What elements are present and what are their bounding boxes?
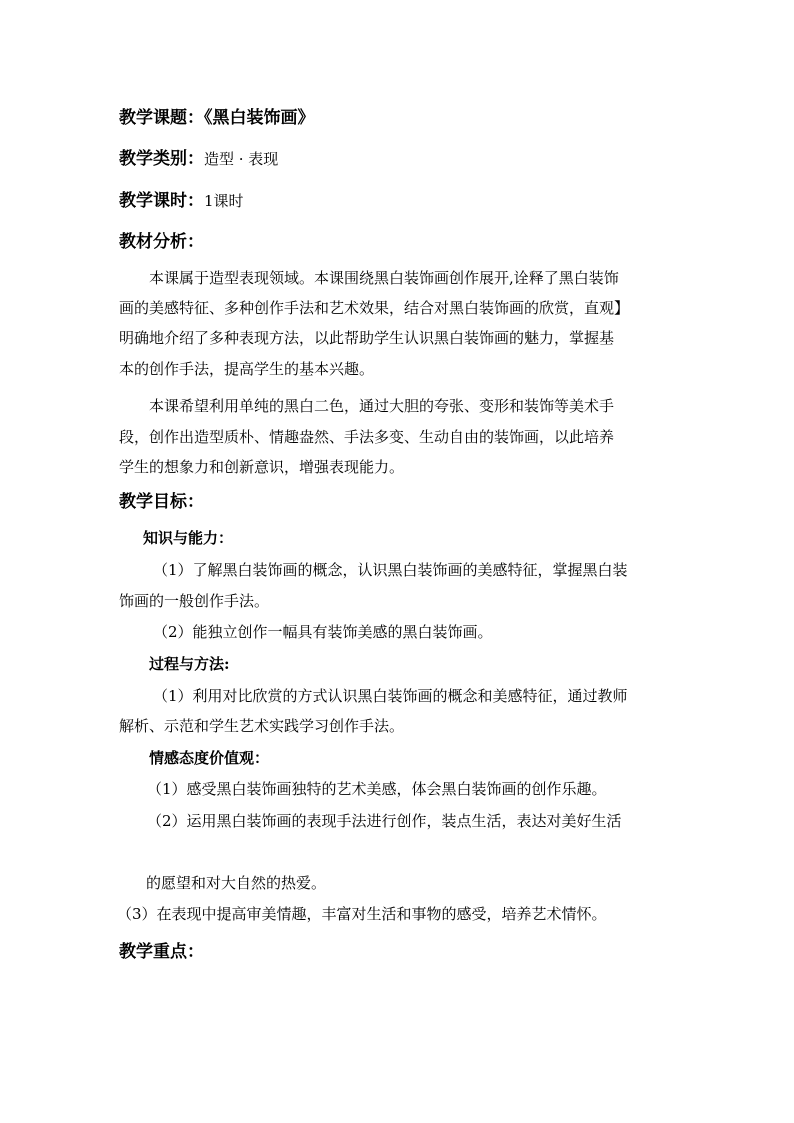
analysis-p1-line2: 画的美感特征、多种创作手法和艺术效果，结合对黑白装饰画的欣赏，直观】 [119, 299, 630, 317]
emotion-title: 情感态度价值观： [149, 749, 270, 767]
emotion-item1: （1）感受黑白装饰画独特的艺术美感，体会黑白装饰画的创作乐趣。 [147, 780, 607, 798]
emotion-item3: （3）在表现中提高审美情趣，丰富对生活和事物的感受，培养艺术情怀。 [117, 905, 607, 923]
emotion-item2: （2）运用黑白装饰画的表现手法进行创作，装点生活，表达对美好生活 [147, 812, 622, 830]
emotion-item2-cont: 的愿望和对大自然的热爱。 [146, 874, 327, 892]
analysis-p1-line3: 明确地介绍了多种表现方法，以此帮助学生认识黑白装饰画的魅力，掌握基 [119, 329, 615, 347]
category-value: 造型 · 表现 [204, 150, 279, 168]
process-item1-line1: （1）利用对比欣赏的方式认识黑白装饰画的概念和美感特征，通过教师 [153, 687, 628, 705]
focus-heading: 教学重点： [119, 942, 204, 962]
process-title: 过程与方法: [149, 655, 230, 673]
category-label: 教学类别： [119, 149, 204, 169]
knowledge-title: 知识与能力： [143, 529, 234, 547]
knowledge-item2: （2）能独立创作一幅具有装饰美感的黑白装饰画。 [153, 623, 493, 641]
knowledge-item1-line1: （1）了解黑白装饰画的概念，认识黑白装饰画的美感特征，掌握黑白装 [153, 561, 628, 579]
analysis-p2-line1: 本课希望利用单纯的黑白二色，通过大胆的夸张、变形和装饰等美术手 [149, 397, 615, 415]
hours-label: 教学课时： [119, 191, 204, 211]
analysis-p1-line1: 本课属于造型表现领域。本课围绕黑白装饰画创作展开,诠释了黑白装饰 [149, 269, 619, 287]
analysis-p2-line3: 学生的想象力和创新意识，增强表现能力。 [119, 458, 405, 476]
topic-line [119, 108, 315, 128]
hours-line [119, 191, 244, 211]
hours-value: 1课时 [204, 192, 244, 210]
knowledge-item1-line2: 饰画的一般创作手法。 [119, 592, 270, 610]
goals-heading: 教学目标： [119, 492, 204, 512]
analysis-p2-line2: 段，创作出造型质朴、情趣盎然、手法多变、生动自由的装饰画，以此培养 [119, 428, 615, 446]
category-line [119, 149, 278, 169]
topic-label: 教学课题： [119, 108, 204, 128]
process-item1-line2: 解析、示范和学生艺术实践学习创作手法。 [119, 717, 405, 735]
analysis-p1-line4: 本的创作手法，提高学生的基本兴趣。 [119, 360, 375, 378]
topic-value: 《黑白装饰画》 [204, 108, 315, 128]
analysis-heading: 教材分析： [119, 232, 204, 252]
